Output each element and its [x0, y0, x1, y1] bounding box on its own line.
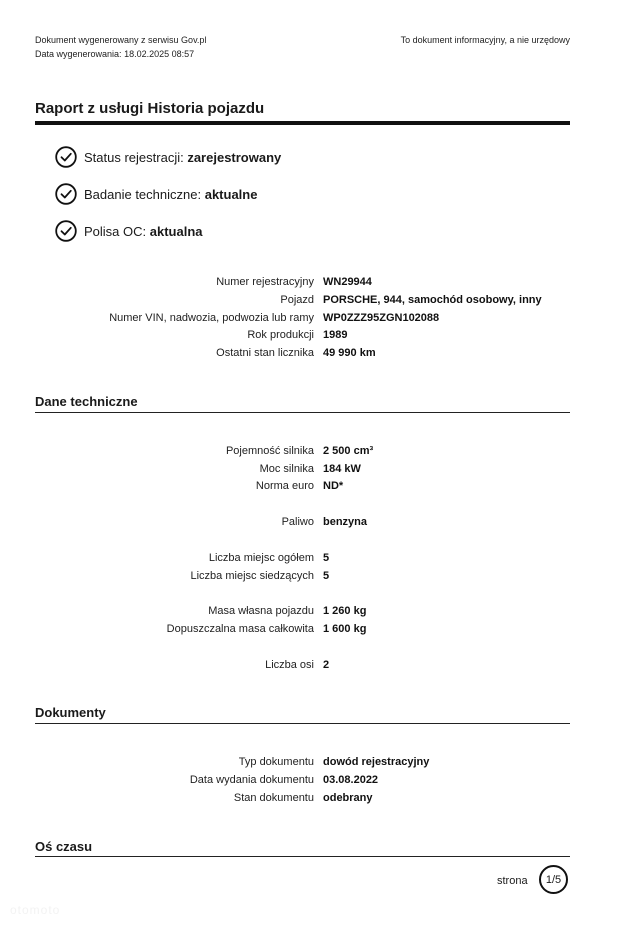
technical-row — [0, 620, 629, 638]
document-row — [0, 789, 629, 807]
field-label: Numer rejestracyjny — [216, 276, 314, 288]
field-value: odebrany — [323, 792, 373, 804]
section-title-timeline: Oś czasu — [35, 839, 93, 854]
page-number-value: 1/5 — [545, 873, 562, 886]
field-label: Liczba osi — [265, 659, 314, 671]
generation-date — [35, 47, 194, 61]
status-label: Badanie techniczne: — [84, 186, 202, 202]
field-value: 5 — [323, 570, 330, 582]
field-label: Liczba miejsc ogółem — [208, 552, 314, 564]
section-title-technical: Dane techniczne — [35, 394, 138, 409]
document-row — [0, 771, 629, 789]
page-label: strona — [497, 875, 528, 887]
status-value: aktualne — [204, 186, 258, 202]
field-label: Paliwo — [281, 516, 314, 528]
technical-row — [0, 460, 629, 478]
technical-row — [0, 567, 629, 585]
field-value: 49 990 km — [323, 347, 376, 359]
status-value: aktualna — [149, 223, 203, 239]
field-value: 5 — [323, 552, 330, 564]
technical-row — [0, 549, 629, 567]
field-label: Data wydania dokumentu — [189, 774, 314, 786]
field-value: 03.08.2022 — [323, 774, 379, 786]
field-label: Norma euro — [255, 480, 314, 492]
check-circle-icon — [55, 183, 77, 205]
section-divider — [35, 723, 570, 724]
field-value: 2 — [323, 659, 330, 671]
generation-date-value: 18.02.2025 08:57 — [124, 49, 195, 59]
technical-row — [0, 442, 629, 460]
vehicle-row — [0, 273, 629, 291]
technical-row — [0, 656, 629, 674]
watermark: otomoto — [10, 903, 61, 917]
field-label: Numer VIN, nadwozia, podwozia lub ramy — [109, 312, 314, 324]
vehicle-row — [0, 309, 629, 327]
field-value: ND* — [323, 480, 344, 492]
check-circle-icon — [55, 220, 77, 242]
field-value: dowód rejestracyjny — [323, 756, 430, 768]
field-label: Ostatni stan licznika — [216, 347, 314, 359]
document-row — [0, 753, 629, 771]
section-divider — [35, 412, 570, 413]
section-title-documents: Dokumenty — [35, 705, 106, 720]
status-registration — [55, 146, 281, 168]
technical-row — [0, 513, 629, 531]
technical-row — [0, 602, 629, 620]
field-value: 1 600 kg — [323, 623, 367, 635]
generation-date-label: Data wygenerowania: — [35, 49, 122, 59]
status-value: zarejestrowany — [187, 149, 282, 165]
status-label: Polisa OC: — [84, 223, 147, 239]
vehicle-row — [0, 326, 629, 344]
check-circle-icon — [55, 146, 77, 168]
page-number — [539, 865, 568, 894]
field-value: 1 260 kg — [323, 605, 367, 617]
field-label: Moc silnika — [259, 463, 314, 475]
title-divider — [35, 121, 570, 125]
disclaimer: To dokument informacyjny, a nie urzędowy — [400, 35, 570, 45]
field-label: Pojemność silnika — [225, 445, 314, 457]
field-value: WP0ZZZ95ZGN102088 — [323, 312, 440, 324]
status-label: Status rejestracji: — [84, 149, 184, 165]
status-technical-inspection — [55, 183, 257, 205]
field-label: Stan dokumentu — [233, 792, 314, 804]
field-label: Pojazd — [280, 294, 314, 306]
field-value: 184 kW — [323, 463, 361, 475]
source-note: Dokument wygenerowany z serwisu Gov.pl — [35, 35, 207, 45]
field-value: benzyna — [323, 516, 368, 528]
field-value: PORSCHE, 944, samochód osobowy, inny — [323, 294, 542, 306]
vehicle-row — [0, 344, 629, 362]
status-insurance — [55, 220, 203, 242]
report-title: Raport z usługi Historia pojazdu — [35, 100, 265, 117]
vehicle-row — [0, 291, 629, 309]
field-label: Liczba miejsc siedzących — [190, 570, 314, 582]
field-label: Rok produkcji — [247, 329, 314, 341]
field-label: Masa własna pojazdu — [208, 605, 314, 617]
field-label: Dopuszczalna masa całkowita — [166, 623, 314, 635]
technical-row — [0, 477, 629, 495]
field-value: 1989 — [323, 329, 348, 341]
field-label: Typ dokumentu — [238, 756, 314, 768]
field-value: WN29944 — [323, 276, 372, 288]
field-value: 2 500 cm³ — [323, 445, 374, 457]
section-divider — [35, 856, 570, 857]
